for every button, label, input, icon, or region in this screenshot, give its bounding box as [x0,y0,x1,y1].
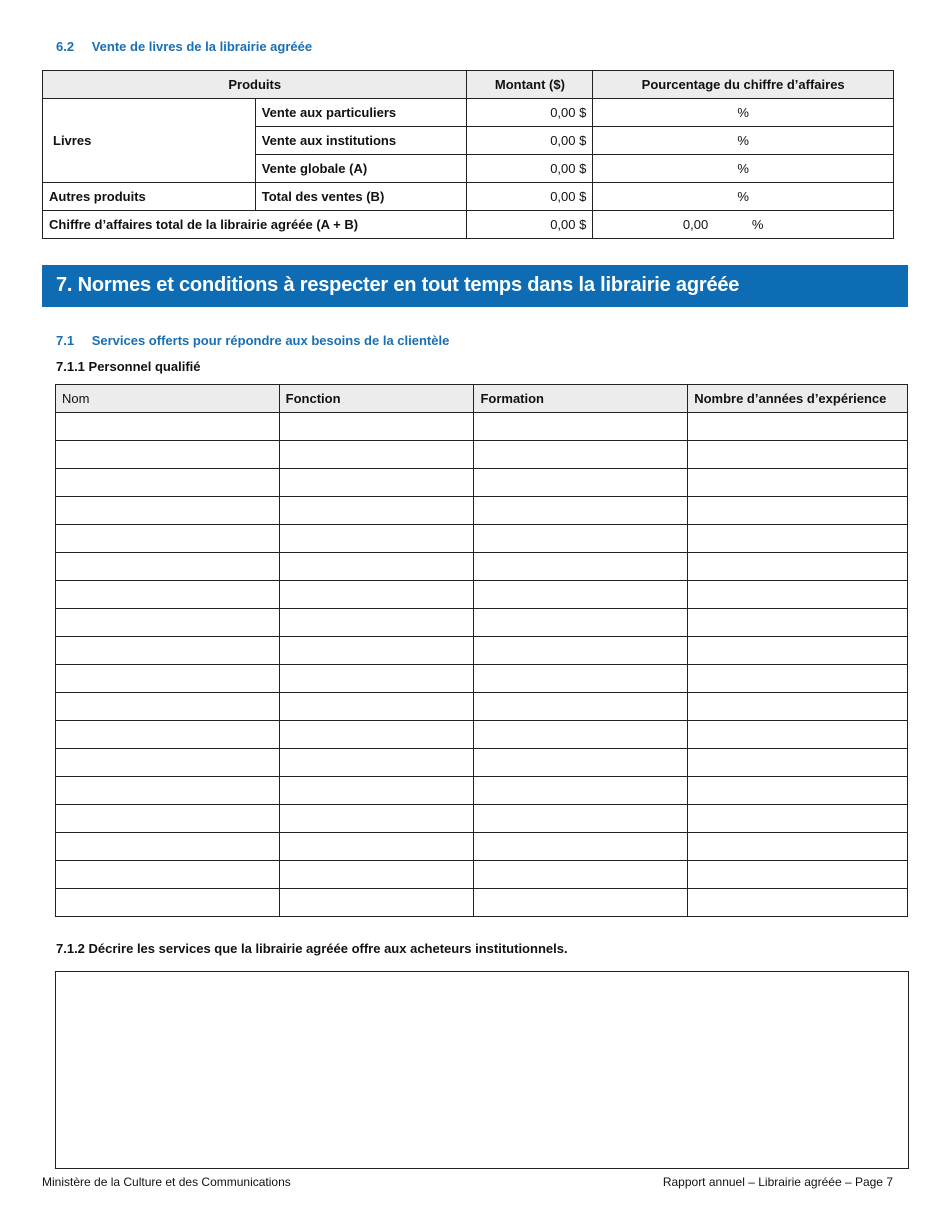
total-amount-field[interactable]: 0,00 $ [467,211,593,239]
row-label: Total des ventes (B) [255,183,467,211]
percent-sign: % [751,217,764,232]
experience-cell[interactable] [688,749,908,777]
nom-cell[interactable] [56,777,280,805]
nom-cell[interactable] [56,469,280,497]
nom-cell[interactable] [56,525,280,553]
nom-cell[interactable] [56,889,280,917]
nom-cell[interactable] [56,861,280,889]
section-7-title: 7. Normes et conditions à respecter en tout temps dans la librairie agréée [56,274,740,296]
section-7-banner [42,265,908,307]
staff-table [55,384,908,917]
nom-cell[interactable] [56,441,280,469]
formation-cell[interactable] [474,861,688,889]
formation-cell[interactable] [474,749,688,777]
nom-cell[interactable] [56,497,280,525]
percent-field[interactable]: % [593,99,894,127]
section-title: Services offerts pour répondre aux besoins de la clientèle [91,333,450,348]
fonction-cell[interactable] [279,441,474,469]
formation-cell[interactable] [474,665,688,693]
fonction-cell[interactable] [279,413,474,441]
fonction-cell[interactable] [279,497,474,525]
experience-cell[interactable] [688,665,908,693]
experience-cell[interactable] [688,833,908,861]
section-number: 7.1 [56,333,75,348]
nom-cell[interactable] [56,413,280,441]
experience-cell[interactable] [688,441,908,469]
experience-cell[interactable] [688,525,908,553]
formation-cell[interactable] [474,693,688,721]
experience-cell[interactable] [688,413,908,441]
experience-cell[interactable] [688,693,908,721]
table-row [56,721,908,749]
amount-field[interactable]: 0,00 $ [467,155,593,183]
formation-cell[interactable] [474,721,688,749]
formation-cell[interactable] [474,889,688,917]
table-row [56,441,908,469]
experience-cell[interactable] [688,609,908,637]
nom-cell[interactable] [56,665,280,693]
fonction-cell[interactable] [279,693,474,721]
nom-cell[interactable] [56,721,280,749]
table-row [56,693,908,721]
table-row [56,581,908,609]
table-row [56,609,908,637]
section-7-1-1-heading: 7.1.1 Personnel qualifié [56,359,201,374]
section-title: Vente de livres de la librairie agréée [91,39,313,54]
nom-cell[interactable] [56,833,280,861]
section-number: 6.2 [56,39,75,54]
header-formation: Formation [474,385,688,413]
formation-cell[interactable] [474,777,688,805]
table-row [56,469,908,497]
section-7-1-2-heading: 7.1.2 Décrire les services que la librairie agréée offre aux acheteurs institutionnels. [56,941,568,956]
header-fonction: Fonction [279,385,474,413]
row-label: Vente aux particuliers [255,99,467,127]
total-percent-field[interactable] [593,211,894,239]
percent-field[interactable]: % [593,127,894,155]
percent-field[interactable]: % [593,155,894,183]
fonction-cell[interactable] [279,525,474,553]
section-7-1-heading [56,333,449,348]
fonction-cell[interactable] [279,553,474,581]
table-row [56,413,908,441]
experience-cell[interactable] [688,889,908,917]
experience-cell[interactable] [688,805,908,833]
table-row [56,665,908,693]
formation-cell[interactable] [474,497,688,525]
fonction-cell[interactable] [279,469,474,497]
nom-cell[interactable] [56,693,280,721]
amount-field[interactable]: 0,00 $ [467,127,593,155]
fonction-cell[interactable] [279,721,474,749]
nom-cell[interactable] [56,805,280,833]
header-montant: Montant ($) [467,71,593,99]
amount-field[interactable]: 0,00 $ [467,99,593,127]
footer-right: Rapport annuel – Librairie agréée – Page 7 [662,1175,893,1189]
fonction-cell[interactable] [279,637,474,665]
amount-field[interactable]: 0,00 $ [467,183,593,211]
livres-label: Livres [43,99,256,183]
formation-cell[interactable] [474,413,688,441]
formation-cell[interactable] [474,805,688,833]
row-label: Vente aux institutions [255,127,467,155]
formation-cell[interactable] [474,525,688,553]
table-row [56,497,908,525]
fonction-cell[interactable] [279,889,474,917]
formation-cell[interactable] [474,637,688,665]
experience-cell[interactable] [688,497,908,525]
table-row [56,777,908,805]
experience-cell[interactable] [688,777,908,805]
total-percent-value: 0,00 [682,217,709,232]
footer-left: Ministère de la Culture et des Communications [42,1175,291,1189]
experience-cell[interactable] [688,553,908,581]
nom-cell[interactable] [56,749,280,777]
table-row [56,749,908,777]
experience-cell[interactable] [688,637,908,665]
fonction-cell[interactable] [279,861,474,889]
formation-cell[interactable] [474,469,688,497]
section-6-2-heading [56,39,312,54]
total-label: Chiffre d’affaires total de la librairie agréée (A + B) [43,211,467,239]
percent-field[interactable]: % [593,183,894,211]
fonction-cell[interactable] [279,665,474,693]
table-row [56,553,908,581]
table-row [56,833,908,861]
row-label: Vente globale (A) [255,155,467,183]
table-row [56,805,908,833]
formation-cell[interactable] [474,581,688,609]
fonction-cell[interactable] [279,777,474,805]
nom-cell[interactable] [56,553,280,581]
nom-cell[interactable] [56,581,280,609]
formation-cell[interactable] [474,833,688,861]
experience-cell[interactable] [688,721,908,749]
fonction-cell[interactable] [279,833,474,861]
fonction-cell[interactable] [279,805,474,833]
fonction-cell[interactable] [279,609,474,637]
table-row [56,525,908,553]
experience-cell[interactable] [688,469,908,497]
nom-cell[interactable] [56,609,280,637]
sales-table [42,70,894,239]
formation-cell[interactable] [474,441,688,469]
header-nom: Nom [56,385,280,413]
autres-produits-label: Autres produits [43,183,256,211]
fonction-cell[interactable] [279,581,474,609]
header-produits: Produits [43,71,467,99]
experience-cell[interactable] [688,861,908,889]
header-experience: Nombre d’années d’expérience [688,385,908,413]
table-row [56,861,908,889]
formation-cell[interactable] [474,609,688,637]
formation-cell[interactable] [474,553,688,581]
experience-cell[interactable] [688,581,908,609]
nom-cell[interactable] [56,637,280,665]
fonction-cell[interactable] [279,749,474,777]
services-description-field[interactable] [55,971,909,1169]
header-pourcentage: Pourcentage du chiffre d’affaires [593,71,894,99]
table-row [56,637,908,665]
table-row [56,889,908,917]
